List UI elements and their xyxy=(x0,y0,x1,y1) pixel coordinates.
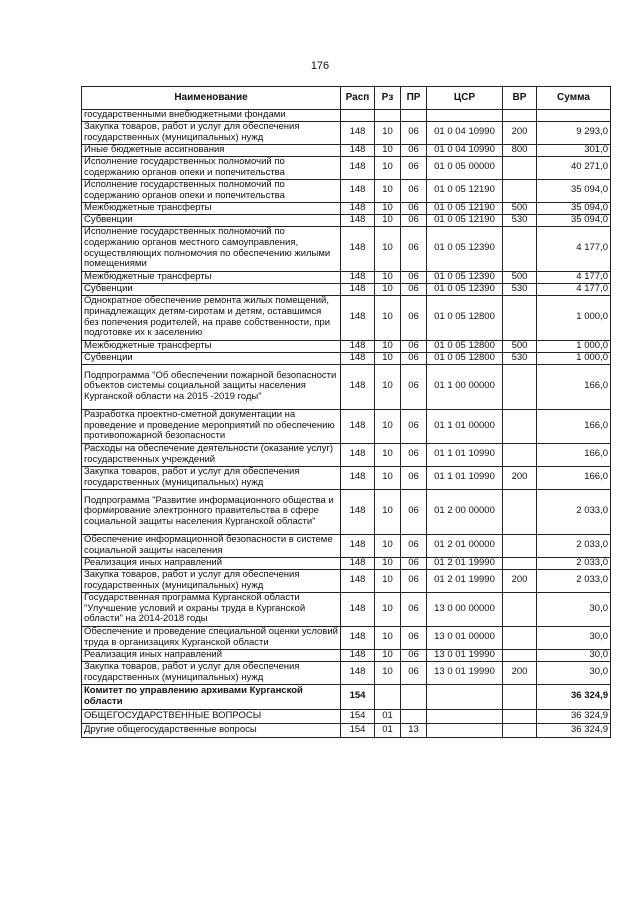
cell-rasp: 148 xyxy=(341,569,375,592)
cell-pr: 06 xyxy=(401,409,427,443)
cell-csr: 01 2 01 00000 xyxy=(427,534,503,557)
table-row xyxy=(82,226,611,271)
cell-sum: 30,0 xyxy=(537,661,611,684)
cell-pr: 06 xyxy=(401,226,427,271)
cell-rz: 10 xyxy=(375,626,401,649)
cell-csr: 01 1 01 00000 xyxy=(427,409,503,443)
cell-rasp: 148 xyxy=(341,534,375,557)
cell-rasp: 154 xyxy=(341,723,375,737)
cell-rasp: 148 xyxy=(341,214,375,226)
cell-csr: 01 1 01 10990 xyxy=(427,466,503,489)
header-vr: ВР xyxy=(503,87,537,110)
cell-vr xyxy=(503,295,537,340)
cell-csr: 01 1 01 10990 xyxy=(427,443,503,466)
table-row xyxy=(82,592,611,626)
cell-sum: 35 094,0 xyxy=(537,214,611,226)
cell-rz: 10 xyxy=(375,661,401,684)
cell-rz: 10 xyxy=(375,283,401,295)
header-rz: Рз xyxy=(375,87,401,110)
header-rasp: Расп xyxy=(341,87,375,110)
table-row xyxy=(82,283,611,295)
cell-name: Субвенции xyxy=(82,214,341,226)
cell-rz: 10 xyxy=(375,179,401,202)
cell-vr xyxy=(503,409,537,443)
cell-csr: 01 2 01 19990 xyxy=(427,557,503,569)
header-pr: ПР xyxy=(401,87,427,110)
header-csr: ЦСР xyxy=(427,87,503,110)
cell-sum: 166,0 xyxy=(537,409,611,443)
cell-csr xyxy=(427,110,503,122)
cell-rz: 10 xyxy=(375,226,401,271)
cell-vr: 530 xyxy=(503,214,537,226)
cell-pr: 06 xyxy=(401,626,427,649)
cell-csr: 13 0 00 00000 xyxy=(427,592,503,626)
cell-sum: 2 033,0 xyxy=(537,569,611,592)
cell-name: Субвенции xyxy=(82,352,341,364)
table-row xyxy=(82,443,611,466)
cell-rz: 10 xyxy=(375,144,401,156)
table-row xyxy=(82,271,611,283)
table-row xyxy=(82,202,611,214)
cell-rz: 10 xyxy=(375,466,401,489)
cell-rz: 10 xyxy=(375,592,401,626)
cell-name: Закупка товаров, работ и услуг для обеспечения государственных (муниципальных) нужд xyxy=(82,569,341,592)
cell-csr xyxy=(427,684,503,709)
table-row xyxy=(82,364,611,409)
table-row xyxy=(82,466,611,489)
cell-rz xyxy=(375,110,401,122)
table-row xyxy=(82,709,611,723)
cell-rasp: 148 xyxy=(341,295,375,340)
cell-rz: 10 xyxy=(375,271,401,283)
cell-vr xyxy=(503,709,537,723)
cell-sum: 1 000,0 xyxy=(537,295,611,340)
cell-rz: 10 xyxy=(375,295,401,340)
header-sum: Сумма xyxy=(537,87,611,110)
cell-rasp xyxy=(341,110,375,122)
budget-table xyxy=(81,86,611,738)
cell-name: Обеспечение информационной безопасности в системе социальной защиты населения xyxy=(82,534,341,557)
cell-rasp: 148 xyxy=(341,557,375,569)
cell-sum: 4 177,0 xyxy=(537,283,611,295)
table-row xyxy=(82,661,611,684)
table-row xyxy=(82,179,611,202)
cell-rz: 10 xyxy=(375,364,401,409)
cell-rz: 10 xyxy=(375,121,401,144)
cell-pr: 06 xyxy=(401,466,427,489)
cell-vr: 200 xyxy=(503,661,537,684)
cell-sum: 30,0 xyxy=(537,592,611,626)
cell-name: ОБЩЕГОСУДАРСТВЕННЫЕ ВОПРОСЫ xyxy=(82,709,341,723)
cell-csr: 13 0 01 00000 xyxy=(427,626,503,649)
cell-name: Подпрограмма "Об обеспечении пожарной безопасности объектов системы социальной защиты населения Курганской области на 2015 -2019 годы" xyxy=(82,364,341,409)
cell-name: Субвенции xyxy=(82,283,341,295)
cell-csr: 13 0 01 19990 xyxy=(427,649,503,661)
cell-pr: 06 xyxy=(401,202,427,214)
cell-sum: 30,0 xyxy=(537,649,611,661)
cell-rz: 10 xyxy=(375,557,401,569)
cell-rz: 10 xyxy=(375,352,401,364)
cell-csr: 01 2 01 19990 xyxy=(427,569,503,592)
cell-pr: 06 xyxy=(401,340,427,352)
cell-csr: 01 0 05 12800 xyxy=(427,340,503,352)
cell-rasp: 154 xyxy=(341,709,375,723)
cell-sum xyxy=(537,110,611,122)
cell-name: Иные бюджетные ассигнования xyxy=(82,144,341,156)
cell-sum: 9 293,0 xyxy=(537,121,611,144)
cell-name: Закупка товаров, работ и услуг для обеспечения государственных (муниципальных) нужд xyxy=(82,466,341,489)
cell-rasp: 148 xyxy=(341,340,375,352)
cell-sum: 1 000,0 xyxy=(537,352,611,364)
cell-vr xyxy=(503,110,537,122)
cell-rasp: 154 xyxy=(341,684,375,709)
cell-name: Другие общегосударственные вопросы xyxy=(82,723,341,737)
cell-rz: 10 xyxy=(375,409,401,443)
cell-rasp: 148 xyxy=(341,352,375,364)
table-row xyxy=(82,626,611,649)
cell-name: Разработка проектно-сметной документации на проведение и проведение мероприятий по обеспечению противопожарной безопасности xyxy=(82,409,341,443)
cell-rasp: 148 xyxy=(341,271,375,283)
cell-pr: 06 xyxy=(401,661,427,684)
cell-rasp: 148 xyxy=(341,409,375,443)
cell-sum: 30,0 xyxy=(537,626,611,649)
table-row xyxy=(82,144,611,156)
cell-name: Комитет по управлению архивами Курганской области xyxy=(82,684,341,709)
cell-csr: 01 0 05 12800 xyxy=(427,352,503,364)
cell-rz: 10 xyxy=(375,649,401,661)
cell-name: Исполнение государственных полномочий по содержанию органов местного самоуправления, осуществляющих полномочия по обеспечению жилыми помещениями xyxy=(82,226,341,271)
cell-sum: 166,0 xyxy=(537,443,611,466)
cell-csr: 01 0 05 12190 xyxy=(427,179,503,202)
cell-name: Подпрограмма "Развитие информационного общества и формирование электронного правительства в сфере социальной защиты населения Курганской области" xyxy=(82,489,341,534)
cell-pr: 06 xyxy=(401,489,427,534)
cell-pr: 06 xyxy=(401,569,427,592)
table-row xyxy=(82,684,611,709)
table-row xyxy=(82,557,611,569)
cell-name: Обеспечение и проведение специальной оценки условий труда в организациях Курганской области xyxy=(82,626,341,649)
cell-rasp: 148 xyxy=(341,144,375,156)
cell-vr: 530 xyxy=(503,352,537,364)
cell-name: Закупка товаров, работ и услуг для обеспечения государственных (муниципальных) нужд xyxy=(82,121,341,144)
cell-rz: 10 xyxy=(375,202,401,214)
cell-sum: 1 000,0 xyxy=(537,340,611,352)
cell-vr xyxy=(503,226,537,271)
cell-vr xyxy=(503,443,537,466)
table-row xyxy=(82,723,611,737)
cell-csr: 01 0 05 12390 xyxy=(427,283,503,295)
cell-csr: 01 2 00 00000 xyxy=(427,489,503,534)
cell-pr: 06 xyxy=(401,295,427,340)
cell-rasp: 148 xyxy=(341,121,375,144)
cell-rasp: 148 xyxy=(341,283,375,295)
cell-sum: 36 324,9 xyxy=(537,723,611,737)
cell-rasp: 148 xyxy=(341,626,375,649)
cell-pr: 06 xyxy=(401,364,427,409)
cell-sum: 36 324,9 xyxy=(537,709,611,723)
cell-csr: 01 0 04 10990 xyxy=(427,121,503,144)
cell-pr: 13 xyxy=(401,723,427,737)
header-name: Наименование xyxy=(82,87,341,110)
cell-rz: 10 xyxy=(375,569,401,592)
cell-vr xyxy=(503,723,537,737)
cell-rz: 01 xyxy=(375,709,401,723)
cell-csr: 01 0 05 00000 xyxy=(427,156,503,179)
cell-pr: 06 xyxy=(401,214,427,226)
cell-csr: 01 0 05 12190 xyxy=(427,202,503,214)
cell-name: Реализация иных направлений xyxy=(82,557,341,569)
cell-vr: 500 xyxy=(503,271,537,283)
cell-rasp: 148 xyxy=(341,364,375,409)
cell-rasp: 148 xyxy=(341,156,375,179)
cell-vr: 200 xyxy=(503,466,537,489)
cell-sum: 35 094,0 xyxy=(537,202,611,214)
cell-name: Расходы на обеспечение деятельности (оказание услуг) государственных учреждений xyxy=(82,443,341,466)
cell-rz: 10 xyxy=(375,489,401,534)
cell-sum: 4 177,0 xyxy=(537,271,611,283)
cell-name: Межбюджетные трансферты xyxy=(82,271,341,283)
cell-rz xyxy=(375,684,401,709)
cell-vr xyxy=(503,489,537,534)
cell-pr: 06 xyxy=(401,557,427,569)
table-row xyxy=(82,649,611,661)
page-number: 176 xyxy=(310,60,330,72)
cell-pr: 06 xyxy=(401,592,427,626)
cell-rasp: 148 xyxy=(341,489,375,534)
cell-rasp: 148 xyxy=(341,179,375,202)
cell-sum: 301,0 xyxy=(537,144,611,156)
cell-name: Межбюджетные трансферты xyxy=(82,202,341,214)
cell-rz: 10 xyxy=(375,156,401,179)
cell-vr: 530 xyxy=(503,283,537,295)
cell-rz: 10 xyxy=(375,340,401,352)
cell-rz: 10 xyxy=(375,534,401,557)
cell-csr: 01 0 05 12390 xyxy=(427,226,503,271)
cell-pr: 06 xyxy=(401,271,427,283)
cell-vr xyxy=(503,534,537,557)
cell-csr: 01 1 00 00000 xyxy=(427,364,503,409)
cell-rz: 01 xyxy=(375,723,401,737)
cell-vr xyxy=(503,364,537,409)
cell-pr: 06 xyxy=(401,443,427,466)
cell-rasp: 148 xyxy=(341,592,375,626)
cell-vr: 200 xyxy=(503,569,537,592)
cell-vr xyxy=(503,557,537,569)
cell-csr: 13 0 01 19990 xyxy=(427,661,503,684)
cell-pr: 06 xyxy=(401,283,427,295)
cell-pr xyxy=(401,110,427,122)
cell-csr: 01 0 05 12390 xyxy=(427,271,503,283)
cell-csr xyxy=(427,723,503,737)
cell-name: Реализация иных направлений xyxy=(82,649,341,661)
cell-sum: 2 033,0 xyxy=(537,557,611,569)
cell-vr: 800 xyxy=(503,144,537,156)
table-row xyxy=(82,409,611,443)
cell-pr xyxy=(401,684,427,709)
cell-vr xyxy=(503,179,537,202)
cell-name: Однократное обеспечение ремонта жилых помещений, принадлежащих детям-сиротам и детям, оставшимся без попечения родителей, на праве собственности, при подготовке их к заселению xyxy=(82,295,341,340)
table-row xyxy=(82,214,611,226)
table-row xyxy=(82,489,611,534)
cell-sum: 2 033,0 xyxy=(537,489,611,534)
cell-rasp: 148 xyxy=(341,443,375,466)
cell-csr: 01 0 05 12190 xyxy=(427,214,503,226)
table-row xyxy=(82,295,611,340)
cell-rasp: 148 xyxy=(341,226,375,271)
cell-rasp: 148 xyxy=(341,202,375,214)
cell-vr xyxy=(503,649,537,661)
table-row xyxy=(82,156,611,179)
cell-csr: 01 0 05 12800 xyxy=(427,295,503,340)
cell-pr: 06 xyxy=(401,179,427,202)
cell-vr: 500 xyxy=(503,202,537,214)
table-header-row xyxy=(82,87,611,110)
cell-vr: 500 xyxy=(503,340,537,352)
cell-name: Государственная программа Курганской области "Улучшение условий и охраны труда в Курганской области" на 2014-2018 годы xyxy=(82,592,341,626)
cell-sum: 2 033,0 xyxy=(537,534,611,557)
table-row xyxy=(82,121,611,144)
table-row xyxy=(82,569,611,592)
table-row xyxy=(82,352,611,364)
cell-sum: 35 094,0 xyxy=(537,179,611,202)
cell-csr: 01 0 04 10990 xyxy=(427,144,503,156)
cell-pr: 06 xyxy=(401,156,427,179)
cell-pr: 06 xyxy=(401,352,427,364)
cell-csr xyxy=(427,709,503,723)
cell-vr xyxy=(503,684,537,709)
cell-name: Исполнение государственных полномочий по содержанию органов опеки и попечительства xyxy=(82,156,341,179)
cell-name: государственными внебюджетными фондами xyxy=(82,110,341,122)
cell-vr xyxy=(503,156,537,179)
cell-rz: 10 xyxy=(375,443,401,466)
cell-rz: 10 xyxy=(375,214,401,226)
cell-rasp: 148 xyxy=(341,649,375,661)
cell-sum: 40 271,0 xyxy=(537,156,611,179)
cell-pr: 06 xyxy=(401,121,427,144)
cell-name: Закупка товаров, работ и услуг для обеспечения государственных (муниципальных) нужд xyxy=(82,661,341,684)
cell-rasp: 148 xyxy=(341,661,375,684)
table-row xyxy=(82,340,611,352)
cell-name: Исполнение государственных полномочий по содержанию органов опеки и попечительства xyxy=(82,179,341,202)
cell-pr: 06 xyxy=(401,144,427,156)
table-row xyxy=(82,534,611,557)
cell-sum: 36 324,9 xyxy=(537,684,611,709)
table-row xyxy=(82,110,611,122)
cell-pr: 06 xyxy=(401,649,427,661)
cell-sum: 4 177,0 xyxy=(537,226,611,271)
cell-pr: 06 xyxy=(401,534,427,557)
cell-vr xyxy=(503,626,537,649)
cell-sum: 166,0 xyxy=(537,364,611,409)
cell-rasp: 148 xyxy=(341,466,375,489)
cell-vr: 200 xyxy=(503,121,537,144)
cell-vr xyxy=(503,592,537,626)
cell-name: Межбюджетные трансферты xyxy=(82,340,341,352)
cell-pr xyxy=(401,709,427,723)
cell-sum: 166,0 xyxy=(537,466,611,489)
